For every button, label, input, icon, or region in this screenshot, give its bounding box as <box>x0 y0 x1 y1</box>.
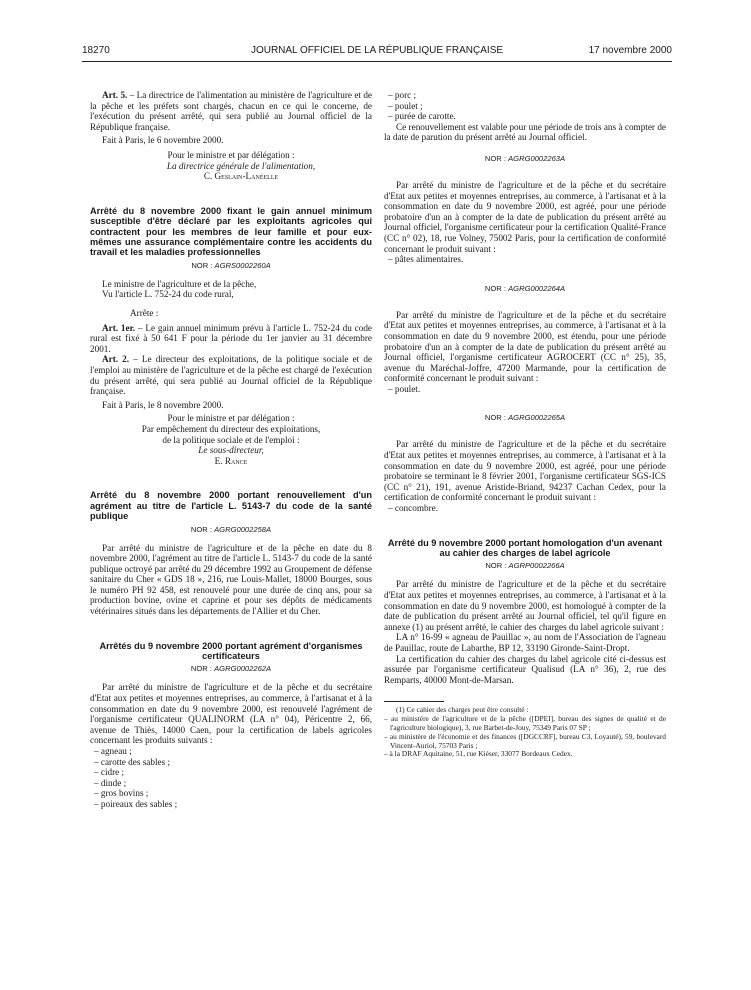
fait-line-2: Fait à Paris, le 8 novembre 2000. <box>102 399 224 410</box>
nor-reference: NOR : AGRG0002258A <box>190 524 272 534</box>
arrete-body: Par arrêté du ministre de l'agriculture et de la pêche et du secrétaire d'Etat aux petites et moyennes entreprises, au commerce, à l'artisanat et à la consommation en date du 9 novembre 2000, est agréé, pour une période probatoire d'un an à compter de la date de publication du présent arrêté au Journal officiel, l'organisme certificateur pour la certification Qualité-France (CC n° 02), 18, rue Volney, 75002 Paris, pour la certification de conformité concernant le produit suivant : <box>384 179 666 254</box>
product-list <box>90 746 372 810</box>
list-item: – dinde ; <box>94 777 127 788</box>
arrete-body: Par arrêté du ministre de l'agriculture et de la pêche et du secrétaire d'Etat aux petites et moyennes entreprises, au commerce, à l'artisanat et à la consommation en date du 9 novembre 2000, est étendu, pour une période probatoire d'un an à compter de la date de publication du présent arrêté au Journal officiel, l'organisme certificateur AGROCERT (CC n° 25), 35, avenue du Maréchal-Joffre, 47200 Marmande, pour la certification de conformité concernant le produit suivant : <box>384 309 666 384</box>
list-item: – poulet ; <box>388 100 423 111</box>
nor-reference: NOR : AGRG0002265A <box>484 413 566 423</box>
validity-text: Ce renouvellement est valable pour une période de trois ans à compter de la date de parution du présent arrêté au Journal officiel. <box>384 121 666 143</box>
arrete-word: Arrête : <box>130 307 159 318</box>
nor-reference: NOR : AGRS0002260A <box>191 260 271 270</box>
list-item: – carotte des sables ; <box>94 756 171 767</box>
list-item: – poireaux des sables ; <box>94 799 178 809</box>
article-5: Art. 5. – La directrice de l'alimentation au ministère de l'agriculture et de la pêche et les préfets sont chargés, chacun en ce qui le concerne, de l'exécution du présent arrêté, qui sera publié au Journal officiel de la République française. <box>90 90 372 132</box>
arrete-title-homologation: Arrêté du 9 novembre 2000 portant homologation d'un avenant au cahier des charges de label agricole <box>387 537 663 559</box>
page-number: 18270 <box>82 45 110 56</box>
left-column <box>90 90 372 810</box>
list-item: – concombre. <box>388 503 439 514</box>
article-1: Art. 1er. – Le gain annuel minimum prévu à l'article L. 752-24 du code rural est fixé à 50 641 F pour la période du 1er janvier au 31 décembre 2001. <box>90 322 372 354</box>
arrete-body: Par arrêté du ministre de l'agriculture et de la pêche et du secrétaire d'Etat aux petites et moyennes entreprises, au commerce, à l'artisanat et à la consommation en date du 9 novembre 2000, est agréé, pour une période probatoire se terminant le 8 février 2001, l'organisme certificateur SGS-ICS (CC n° 21), 191, avenue Aristide-Briand, 94237 Cachan Cedex, pour la certification de conformité concernant le produit suivant : <box>384 439 666 503</box>
visa-ministre: Le ministre de l'agriculture et de la pêche, <box>102 278 257 289</box>
product-list <box>384 254 666 265</box>
list-item: – gros bovins ; <box>94 788 149 799</box>
footnote-rule <box>384 701 444 702</box>
list-item: – pâtes alimentaires. <box>388 254 464 265</box>
issue-date: 17 novembre 2000 <box>588 45 672 56</box>
footnote-item: – au ministère de l'agriculture et de la pêche ([DPEI], bureau des signes de qualité et de l'agriculture biologique), 3, rue Barbet-de-Jouy, 75349 Paris 07 SP ; <box>384 714 666 732</box>
product-list <box>384 90 666 122</box>
footnote-item: – à la DRAF Aquitaine, 51, rue Kiéser, 33077 Bordeaux Cedex. <box>384 749 573 759</box>
nor-reference: NOR : AGRG0002263A <box>484 153 566 163</box>
footnote-intro: (1) Ce cahier des charges peut être consulté : <box>396 705 529 715</box>
footnote-item: – au ministère de l'économie et des finances ([DGCCRF], bureau C3, Loyauté), 59, boulevard Vincent-Auriol, 75703 Paris ; <box>384 731 666 750</box>
nor-reference: NOR : AGRG0002262A <box>190 664 272 674</box>
list-item: – purée de carotte. <box>388 111 456 122</box>
arrete-body: Par arrêté du ministre de l'agriculture et de la pêche et du secrétaire d'Etat aux petites et moyennes entreprises, au commerce, à l'artisanat et à la consommation en date du 9 novembre 2000, est renouvelé l'agrément de l'organisme certificateur QUALINORM (LA n° 04), Péricentre 2, 66, avenue de Thiès, 14000 Caen, pour la certification de labels agricoles concernant les produits suivants : <box>90 682 372 746</box>
page-header <box>82 45 672 59</box>
arrete-title-gain-annuel: Arrêté du 8 novembre 2000 fixant le gain annuel minimum susceptible d'être déclaré par les exploitants agricoles qui contractent pour les membres de leur famille et pour eux-mêmes une assurance complémentaire contre les accidents du travail et les maladies professionnelles <box>90 205 372 258</box>
list-item: – cidre ; <box>94 767 125 778</box>
signature-block-1: Pour le ministre et par délégation : La directrice générale de l'alimentation, C. Geslain-Lanéelle <box>166 149 316 182</box>
journal-title: JOURNAL OFFICIEL DE LA RÉPUBLIQUE FRANÇAISE <box>250 45 504 56</box>
header-rule <box>82 61 672 62</box>
list-item: – poulet. <box>388 383 421 394</box>
visa-article: Vu l'article L. 752-24 du code rural, <box>102 289 234 300</box>
arrete-body: Par arrêté du ministre de l'agriculture et de la pêche et du secrétaire d'Etat aux petites et moyennes entreprises, au commerce, à l'artisanat et à la consommation en date du 9 novembre 2000, est homologué à compter de la date de publication du présent arrêté au Journal officiel, tel qu'il figure en annexe (1) au présent arrêté, le cahier des charges du label agricole suivant : <box>384 579 666 632</box>
list-item: – porc ; <box>388 90 417 100</box>
nor-reference: NOR : AGRP0002266A <box>485 561 565 571</box>
list-item: – agneau ; <box>94 746 132 757</box>
nor-reference: NOR : AGRG0002264A <box>484 283 566 293</box>
arrete-title-organismes: Arrêtés du 9 novembre 2000 portant agrément d'organismes certificateurs <box>99 640 363 662</box>
product-list <box>384 384 666 395</box>
fait-line-1: Fait à Paris, le 6 novembre 2000. <box>102 135 224 146</box>
product-list <box>384 503 666 514</box>
arrete-title-agrement: Arrêté du 8 novembre 2000 portant renouvellement d'un agrément au titre de l'article L. 5143-7 du code de la santé publique <box>90 490 372 522</box>
signature-block-2: Pour le ministre et par délégation : Par empêchement du directeur des exploitations, de la politique sociale et de l'emploi : Le sous-directeur, E. Rance <box>141 413 321 466</box>
arrete-body: Par arrêté du ministre de l'agriculture et de la pêche en date du 8 novembre 2000, l'agrément au titre de l'article L. 5143-7 du code de la santé publique octroyé par arrêté du 29 décembre 1992 au Groupement de défense sanitaire du Cher « GDS 18 », 216, rue Louis-Mallet, 18000 Bourges, sous le numéro PH 92 458, est renouvelé pour une durée de cinq ans, pour sa production bovine, ovine et caprine et pour ses dépôts de médicaments vétérinaires situés dans les départements de l'Allier et du Cher. <box>90 542 372 617</box>
right-column <box>384 90 666 759</box>
label-reference: LA n° 16-99 « agneau de Pauillac », au nom de l'Association de l'agneau de Pauillac, route de Labarthe, BP 12, 33190 Gironde-Saint-Dropt. <box>384 632 666 653</box>
certification-text: La certification du cahier des charges du label agricole cité ci-dessus est assurée par l'organisme certificateur Qualisud (LA n° 36), 2, rue des Remparts, 40000 Mont-de-Marsan. <box>384 653 666 685</box>
article-2: Art. 2. – Le directeur des exploitations, de la politique sociale et de l'emploi au ministère de l'agriculture et de la pêche est chargé de l'exécution du présent arrêté, qui sera publié au Journal officiel de la République française. <box>90 354 372 397</box>
